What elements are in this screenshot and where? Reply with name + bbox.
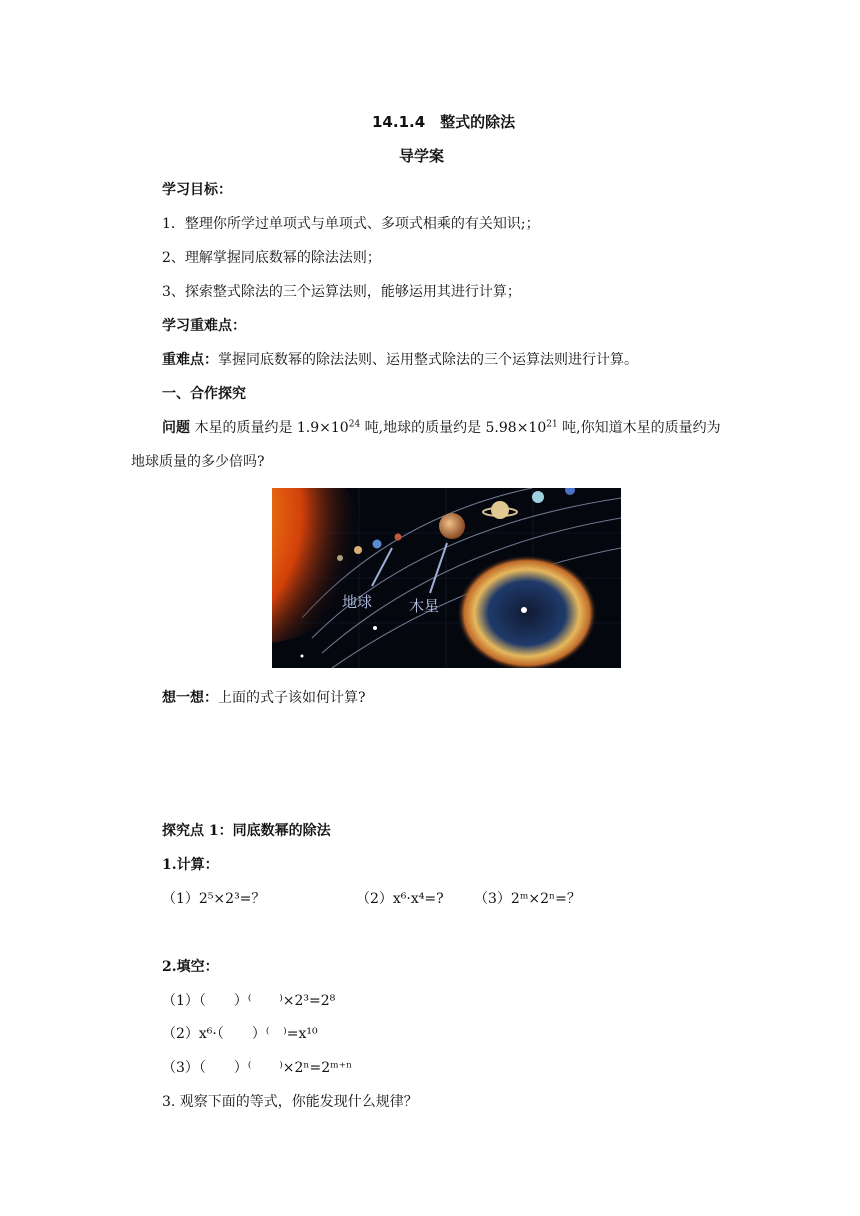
calc-heading: 1.计算： bbox=[162, 857, 219, 873]
keypoints-heading: 学习重难点： bbox=[162, 318, 246, 334]
doc-subtitle: 导学案 bbox=[399, 147, 445, 165]
problem-exp-1: 24 bbox=[348, 419, 361, 430]
calc-item-1: （1）2⁵×2³=？ bbox=[162, 891, 266, 907]
problem-exp-2: 21 bbox=[546, 419, 558, 430]
problem-line-1 bbox=[162, 418, 721, 438]
explore1-heading: 探究点 1：同底数幂的除法 bbox=[162, 823, 331, 839]
section1-heading: 一、合作探究 bbox=[162, 386, 246, 402]
problem-label: 问题 bbox=[162, 420, 190, 436]
figure-label-jupiter: 木星 bbox=[409, 597, 440, 615]
fill-heading: 2.填空： bbox=[162, 959, 219, 975]
objective-3: 3、探索整式除法的三个运算法则，能够运用其进行计算； bbox=[162, 284, 521, 300]
problem-text-a: 木星的质量约是 1.9×10 bbox=[190, 420, 349, 436]
fill-item-1: （1）（ ）⁽ ⁾×2³=2⁸ bbox=[162, 993, 336, 1009]
keypoints-label: 重难点： bbox=[162, 352, 218, 368]
calc-item-3: （3）2ᵐ×2ⁿ=？ bbox=[474, 891, 581, 907]
objective-2: 2、理解掌握同底数幂的除法法则； bbox=[162, 250, 381, 266]
fill-item-2: （2）x⁶·（ ）⁽ ⁾=x¹⁰ bbox=[162, 1026, 318, 1042]
keypoints-text: 掌握同底数幂的除法法则、运用整式除法的三个运算法则进行计算。 bbox=[218, 352, 638, 368]
fill-item-3: （3）（ ）⁽ ⁾×2ⁿ=2ᵐ⁺ⁿ bbox=[162, 1060, 353, 1076]
objective-1: 1．整理你所学过单项式与单项式、多项式相乘的有关知识;； bbox=[162, 216, 540, 232]
observe-question: 3. 观察下面的等式，你能发现什么规律？ bbox=[162, 1094, 418, 1110]
problem-line-2: 地球质量的多少倍吗? bbox=[131, 454, 265, 470]
figure-label-earth: 地球 bbox=[342, 593, 373, 611]
think-label: 想一想： bbox=[162, 690, 218, 706]
calc-item-2: （2）x⁶·x⁴=? bbox=[356, 891, 444, 907]
solar-system-illustration bbox=[272, 488, 621, 668]
doc-title: 14.1.4 整式的除法 bbox=[372, 113, 516, 131]
think-line bbox=[162, 688, 366, 708]
think-text: 上面的式子该如何计算? bbox=[218, 690, 366, 706]
keypoints-line bbox=[162, 350, 638, 370]
problem-text-b: 吨,地球的质量约是 5.98×10 bbox=[360, 420, 547, 436]
problem-text-c: 吨,你知道木星的质量约为 bbox=[557, 420, 721, 436]
objectives-heading: 学习目标： bbox=[162, 182, 232, 198]
solar-system-image bbox=[272, 488, 621, 668]
